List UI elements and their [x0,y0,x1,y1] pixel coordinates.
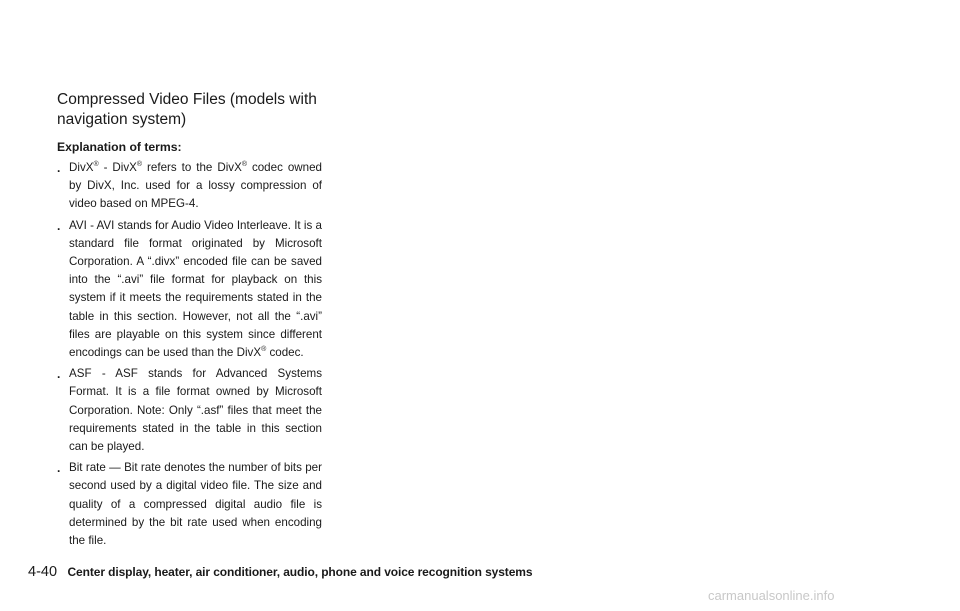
list-item [57,159,322,214]
page-footer [28,563,532,581]
list-item [57,365,322,456]
registered-mark: ® [136,161,143,168]
list-item [57,217,322,363]
list-item [57,459,322,550]
watermark: carmanualsonline.info [708,588,835,603]
bullet-icon: . [57,367,61,382]
section-title: Compressed Video Files (models with navigation system) [57,91,317,128]
explanation-heading: Explanation of terms: [57,140,182,154]
registered-mark: ® [241,161,247,168]
term-divx-text: DivX® - DivX® refers to the DivX® codec owned by DivX, Inc. used for a lossy compression of video based on MPEG-4. [69,161,322,211]
term-bitrate-text: Bit rate — Bit rate denotes the number of bits per second used by a digital video file. The size and quality of a compressed digital audio file is determined by the bit rate used when encoding the file. [69,461,322,548]
bullet-icon: . [57,218,61,233]
terms-list [57,159,322,550]
chapter-title: Center display, heater, air conditioner, audio, phone and voice recognition systems [67,565,533,579]
bullet-icon: . [57,161,61,175]
term-avi-text: AVI - AVI stands for Audio Video Interleave. It is a standard file format originated by Microsoft Corporation. A “.divx” encoded file can be saved into the “.avi” file format for playback on this system if it meets the requirements stated in the table in this section. However, not all the “.avi” files are playable on this system since different encodings can be used than the DivX® codec. [69,218,322,360]
content-column [57,90,322,553]
term-asf-text: ASF - ASF stands for Advanced Systems Format. It is a file format owned by Microsoft Corporation. Note: Only “.asf” files that meet the requirements stated in the table in this section can be played. [69,367,322,454]
registered-mark: ® [261,346,267,354]
registered-mark: ® [93,161,99,168]
page-number: 4-40 [28,564,58,580]
bullet-icon: . [57,461,61,476]
